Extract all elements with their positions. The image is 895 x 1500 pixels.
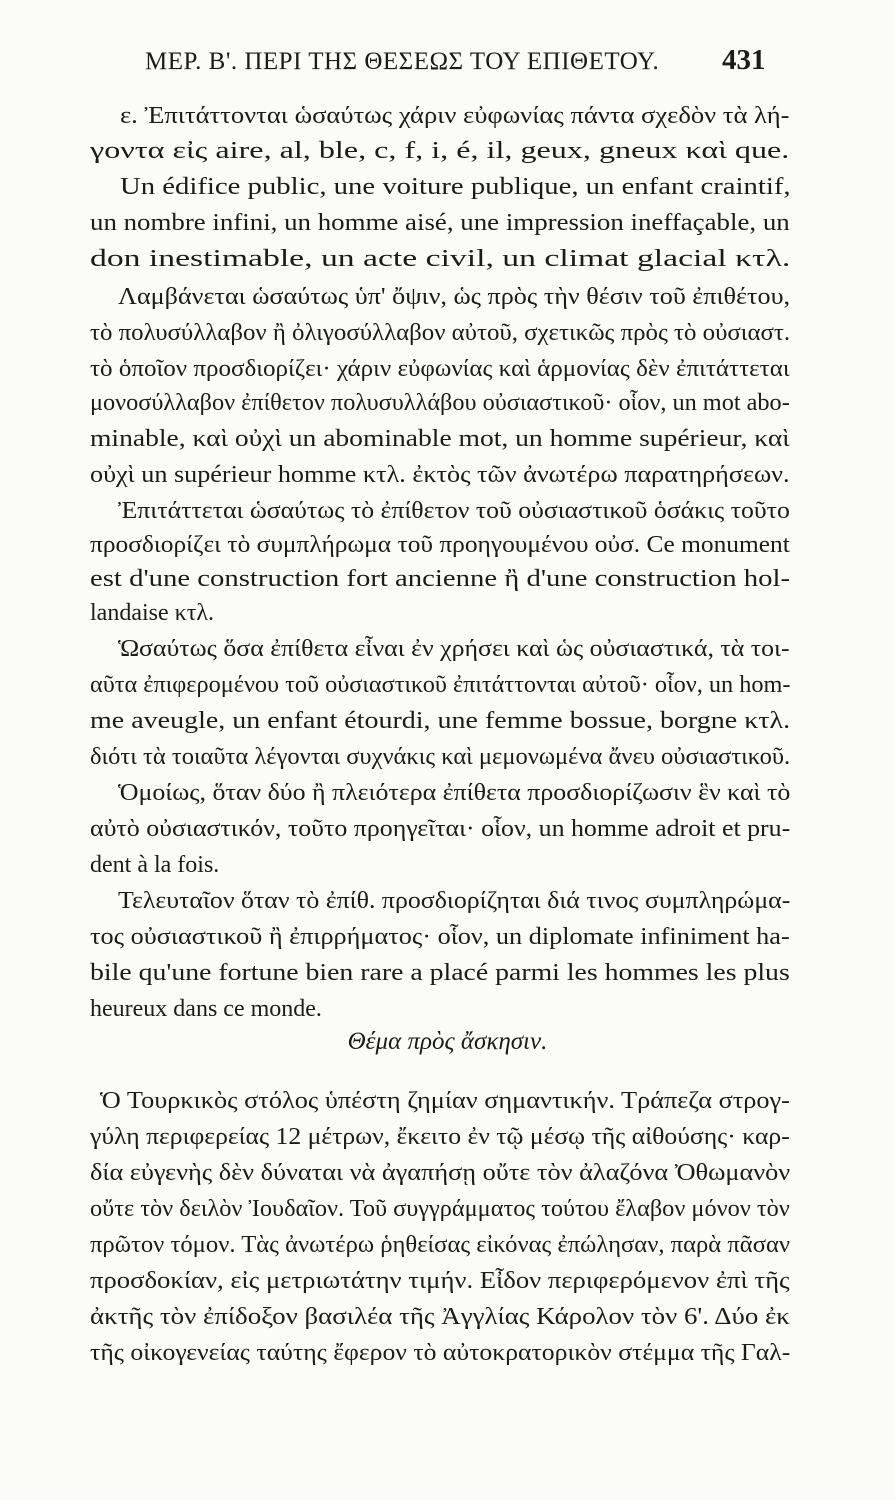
text-line: γοντα εἰς aire, al, ble, c, f, i, é, il, geux, gneux καὶ que.	[90, 138, 790, 164]
text-line: τος οὐσιαστικοῦ ἢ ἐπιρρήματος· οἷον, un diplomate infiniment ha-	[90, 924, 790, 950]
text-line: bile qu'une fortune bien rare a placé parmi les hommes les plus	[90, 960, 790, 986]
text-line: Τελευταῖον ὅταν τὸ ἐπίθ. προσδιορίζηται διά τινος συμπληρώμα-	[118, 888, 791, 914]
text-line: οὔτε τὸν δειλὸν Ἰουδαῖον. Τοῦ συγγράμματος τούτου ἔλαβον μόνον τὸν	[90, 1196, 790, 1222]
text-line: Ὁ Τουρκικὸς στόλος ὑπέστη ζημίαν σημαντικήν. Τράπεζα στρογ-	[100, 1088, 790, 1114]
text-line: est d'une construction fort ancienne ἢ d'une construction hol-	[90, 566, 791, 592]
text-line: heureux dans ce monde.	[90, 996, 322, 1022]
text-line: προσδιορίζει τὸ συμπλήρωμα τοῦ προηγουμένου οὐσ. Ce monument	[90, 532, 790, 558]
text-line: landaise κτλ.	[90, 600, 215, 626]
text-line: αῦτα ἐπιφερομένου τοῦ οὐσιαστικοῦ ἐπιτάττονται αὐτοῦ· οἷον, un hom-	[90, 672, 791, 698]
exercise-heading: Θέμα πρὸς ἄσκησιν.	[347, 1028, 548, 1055]
text-line: τῆς οἰκογενείας ταύτης ἔφερον τὸ αὐτοκρατορικὸν στέμμα τῆς Γαλ-	[90, 1340, 791, 1366]
text-line: Ὡσαύτως ὅσα ἐπίθετα εἶναι ἐν χρήσει καὶ ὡς οὐσιαστικά, τὰ τοι-	[118, 636, 790, 662]
text-line: πρῶτον τόμον. Τὰς ἀνωτέρω ῥηθείσας εἰκόνας ἐπώλησαν, παρὰ πᾶσαν	[90, 1232, 791, 1258]
text-line: γύλη περιφερείας 12 μέτρων, ἔκειτο ἐν τῷ μέσῳ τῆς αἰθούσης· καρ-	[90, 1124, 790, 1150]
text-line: me aveugle, un enfant étourdi, une femme bossue, borgne κτλ.	[90, 708, 791, 734]
text-line: ε. Ἐπιτάττονται ὡσαύτως χάριν εὐφωνίας πάντα σχεδὸν τὰ λή-	[120, 103, 790, 129]
text-line: un nombre infini, un homme aisé, une impression ineffaçable, un	[90, 210, 790, 236]
page-number: 431	[722, 44, 766, 76]
text-line: ἀκτῆς τὸν ἐπίδοξον βασιλέα τῆς Ἀγγλίας Κάρολον τὸν 6'. Δύο ἐκ	[90, 1304, 790, 1330]
text-line: μονοσύλλαβον ἐπίθετον πολυσυλλάβου οὐσιαστικοῦ· οἷον, un mot abo-	[90, 390, 790, 416]
text-line: τὸ πολυσύλλαβον ἢ ὀλιγοσύλλαβον αὐτοῦ, σχετικῶς πρὸς τὸ οὐσιαστ.	[90, 320, 791, 346]
text-line: dent à la fois.	[90, 852, 220, 878]
text-line: Un édifice public, une voiture publique, un enfant craintif,	[120, 174, 791, 200]
text-line: τὸ ὁποῖον προσδιορίζει· χάριν εὐφωνίας καὶ ἁρμονίας δὲν ἐπιτάττεται	[90, 356, 790, 382]
text-line: minable, καὶ οὐχὶ un abominable mot, un homme supérieur, καὶ	[90, 426, 790, 452]
text-line: δία εὐγενὴς δὲν δύναται νὰ ἀγαπήσῃ οὔτε τὸν ἀλαζόνα Ὀθωμανὸν	[90, 1160, 791, 1186]
text-line: Λαμβάνεται ὡσαύτως ὑπ' ὄψιν, ὡς πρὸς τὴν θέσιν τοῦ ἐπιθέτου,	[118, 284, 791, 310]
text-line: Ὁμοίως, ὅταν δύο ἢ πλειότερα ἐπίθετα προσδιορίζωσιν ἓν καὶ τὸ	[118, 780, 791, 806]
text-line: don inestimable, un acte civil, un climat glacial κτλ.	[90, 246, 791, 272]
text-line: Ἐπιτάττεται ὡσαύτως τὸ ἐπίθετον τοῦ οὐσιαστικοῦ ὁσάκις τοῦτο	[118, 498, 790, 524]
text-line: αὐτὸ οὐσιαστικόν, τοῦτο προηγεῖται· οἷον, un homme adroit et pru-	[90, 816, 791, 842]
header-title: ΜΕΡ. Β'. ΠΕΡΙ ΤΗΣ ΘΕΣΕΩΣ ΤΟΥ ΕΠΙΘΕΤΟΥ.	[145, 48, 660, 75]
text-line: προσδοκίαν, εἰς μετριωτάτην τιμήν. Εἶδον περιφερόμενον ἐπὶ τῆς	[90, 1268, 790, 1294]
running-header	[0, 38, 895, 88]
text-line: διότι τὰ τοιαῦτα λέγονται συχνάκις καὶ μεμονωμένα ἄνευ οὐσιαστικοῦ.	[90, 744, 791, 770]
text-line: οὐχὶ un supérieur homme κτλ. ἐκτὸς τῶν ἀνωτέρω παρατηρήσεων.	[90, 462, 790, 488]
